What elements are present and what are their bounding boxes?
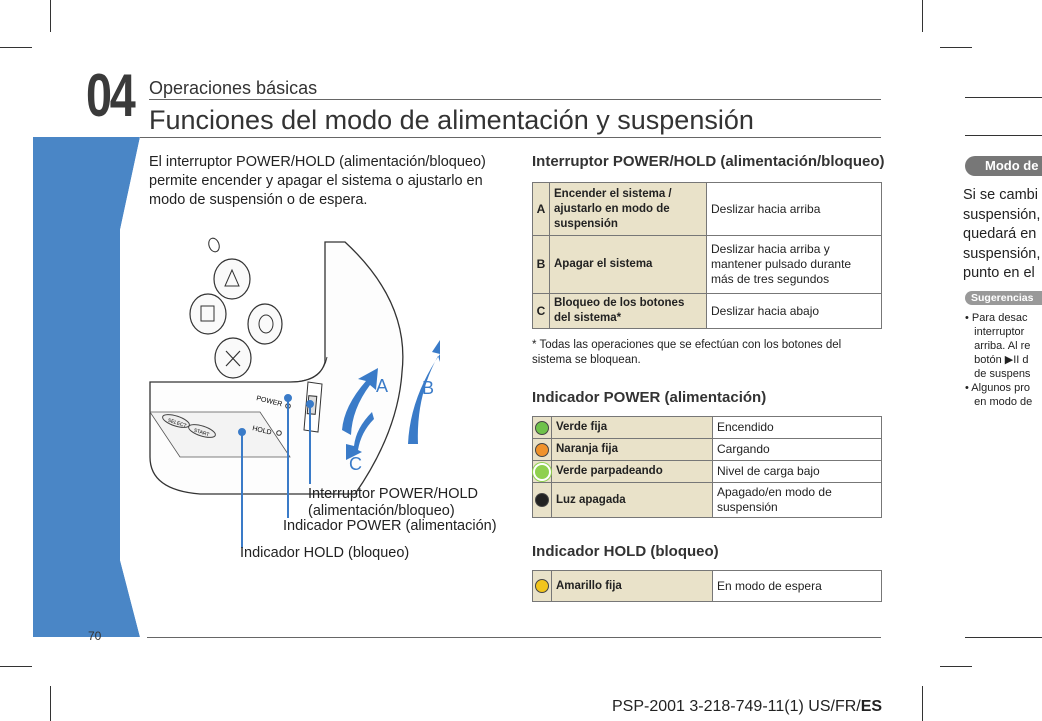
section-number: 04	[86, 62, 134, 129]
tips-tag: Sugerencias	[965, 291, 1042, 305]
row-letter: A	[533, 183, 550, 236]
row-meaning: Apagado/en modo de suspensión	[713, 483, 882, 518]
start-label: START	[192, 427, 210, 439]
callout-power-indicator: Indicador POWER (alimentación)	[283, 518, 497, 534]
row-letter: C	[533, 294, 550, 329]
table-row	[533, 483, 882, 518]
hold-table-heading: Indicador HOLD (bloqueo)	[532, 543, 719, 560]
row-state: Verde parpadeando	[552, 461, 713, 483]
crop-mark	[940, 666, 972, 667]
tips-line: arriba. Al re	[965, 340, 1031, 352]
row-meaning: En modo de espera	[713, 571, 882, 602]
callout-switch	[308, 486, 478, 520]
sidebar-line: Si se cambi	[963, 187, 1038, 203]
crop-mark	[922, 0, 923, 32]
table-row	[533, 571, 882, 602]
switch-table-heading: Interruptor POWER/HOLD (alimentación/bloqueo)	[532, 153, 885, 170]
tips-list	[965, 311, 1032, 409]
crop-mark	[940, 47, 972, 48]
table-footnote: * Todas las operaciones que se efectúan con los botones del sistema se bloquean.	[532, 339, 842, 366]
sidebar-tag: Modo de	[965, 156, 1042, 176]
header-rule	[140, 137, 881, 138]
green-dot-icon	[535, 421, 549, 435]
row-function: Bloqueo de los botones del sistema*	[550, 294, 707, 329]
tips-line: en modo de	[965, 396, 1033, 408]
table-row	[533, 439, 882, 461]
arrow-b-label: B	[422, 378, 435, 398]
power-table	[532, 416, 882, 518]
row-meaning: Encendido	[713, 417, 882, 439]
row-meaning: Nivel de carga bajo	[713, 461, 882, 483]
callout-hold-indicator: Indicador HOLD (bloqueo)	[240, 545, 410, 561]
sidebar-line: quedará en	[963, 226, 1037, 242]
power-table-heading: Indicador POWER (alimentación)	[532, 389, 767, 406]
table-row	[533, 461, 882, 483]
arrow-a-label: A	[376, 376, 389, 396]
tips-line: botón ▶II d	[965, 354, 1029, 366]
row-action: Deslizar hacia arriba y mantener pulsado durante más de tres segundos	[707, 236, 882, 294]
table-row	[533, 417, 882, 439]
hold-table	[532, 570, 882, 602]
document-code-lang: ES	[860, 698, 883, 715]
tips-line: de suspens	[965, 368, 1031, 380]
black-dot-icon	[535, 493, 549, 507]
row-state: Verde fija	[552, 417, 713, 439]
callout-switch-line1: Interruptor POWER/HOLD	[308, 486, 479, 502]
intro-paragraph: El interruptor POWER/HOLD (alimentación/bloqueo) permite encender y apagar el sistema o ajustarlo en modo de suspensión o de espera.	[149, 154, 486, 208]
sidebar-line: punto en el	[963, 265, 1035, 281]
crop-mark	[965, 97, 1042, 98]
green-blink-icon	[535, 465, 549, 479]
row-meaning: Cargando	[713, 439, 882, 461]
power-label: POWER	[255, 395, 283, 409]
hold-label: HOLD	[251, 425, 273, 437]
callout-switch-line2: (alimentación/bloqueo)	[308, 503, 455, 519]
yellow-dot-icon	[535, 579, 549, 593]
crop-mark	[965, 637, 1042, 638]
arrow-c-label: C	[349, 454, 362, 474]
footer-rule	[147, 637, 881, 638]
select-label: SELECT	[166, 417, 188, 430]
document-code	[612, 698, 882, 716]
row-action: Deslizar hacia arriba	[707, 183, 882, 236]
sidebar-line: suspensión,	[963, 206, 1041, 223]
row-state: Amarillo fija	[552, 571, 713, 602]
row-function: Apagar el sistema	[550, 236, 707, 294]
sidebar-line: suspensión,	[963, 245, 1041, 262]
orange-dot-icon	[535, 443, 549, 457]
sidebar-text	[963, 186, 1040, 284]
page-title: Funciones del modo de alimentación y suspensión	[149, 105, 754, 135]
crop-mark	[965, 135, 1042, 136]
row-state: Naranja fija	[552, 439, 713, 461]
header-rule	[149, 99, 881, 100]
switch-table	[532, 182, 882, 329]
table-row	[533, 294, 882, 329]
page-number: 70	[88, 629, 102, 643]
row-function: Encender el sistema / ajustarlo en modo de suspensión	[550, 183, 707, 236]
tips-line: interruptor	[965, 326, 1025, 338]
row-state: Luz apagada	[552, 483, 713, 518]
tips-line: • Algunos pro	[965, 382, 1031, 394]
crop-mark	[922, 686, 923, 721]
table-row	[533, 236, 882, 294]
document-code-main: PSP-2001 3-218-749-11(1) US/FR/	[612, 698, 861, 715]
tips-line: • Para desac	[965, 312, 1028, 324]
row-letter: B	[533, 236, 550, 294]
section-category: Operaciones básicas	[149, 78, 318, 98]
table-row	[533, 183, 882, 236]
row-action: Deslizar hacia abajo	[707, 294, 882, 329]
side-band	[0, 0, 160, 721]
